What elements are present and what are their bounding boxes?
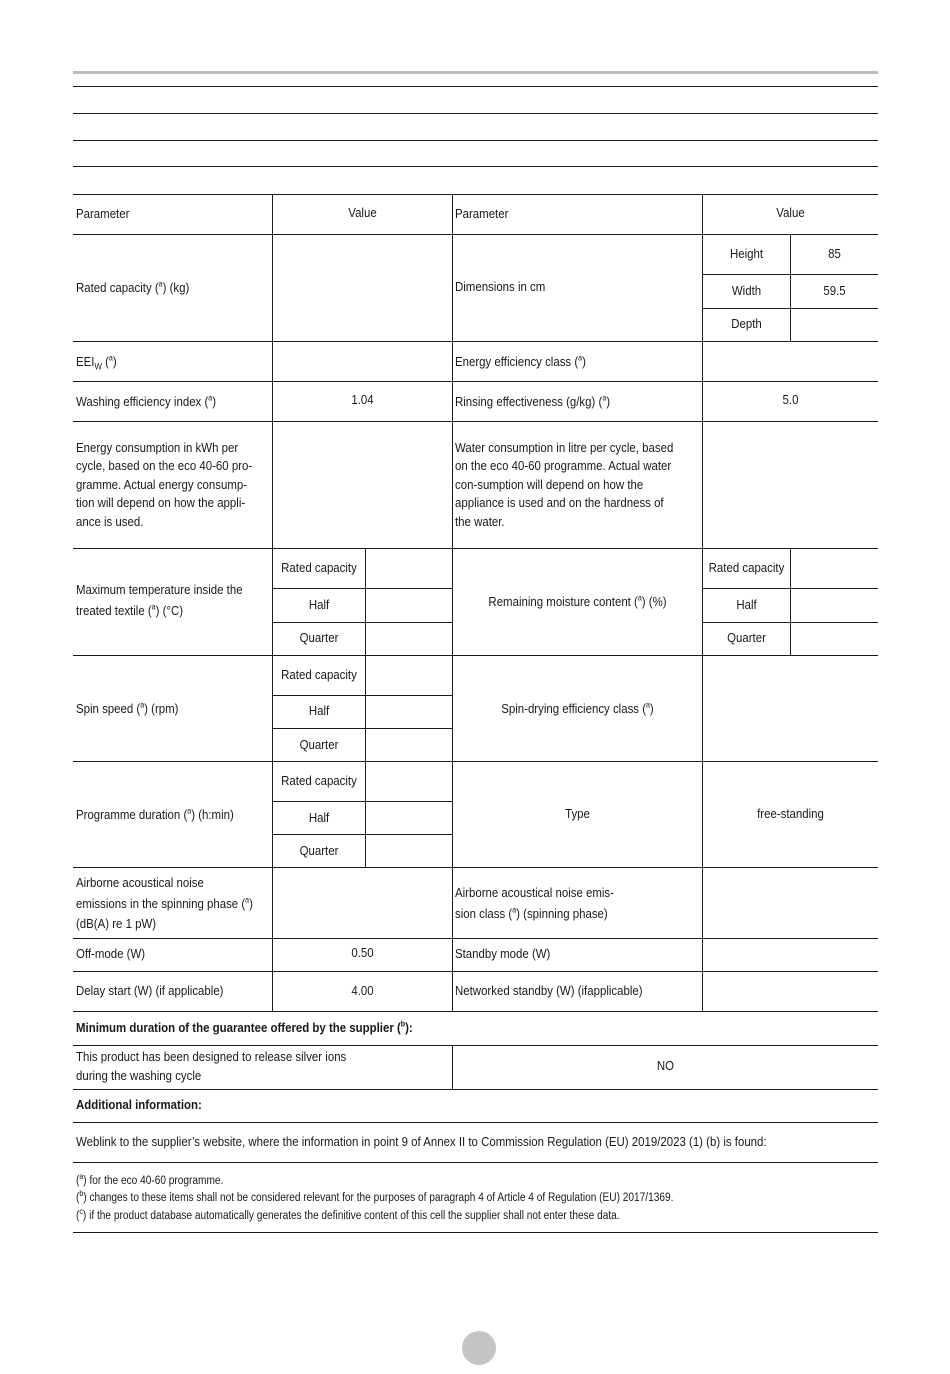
height-label: Height xyxy=(729,246,764,261)
depth-label: Depth xyxy=(731,316,762,331)
header-value-right: Value xyxy=(776,205,805,220)
spin-half: Half xyxy=(308,703,330,718)
networked-standby-label: Networked standby (W) (ifapplicable) xyxy=(455,983,643,998)
moisture-rated-capacity: Rated capacity xyxy=(708,560,785,575)
additional-info-label: Additional information: xyxy=(76,1097,202,1112)
moisture-quarter: Quarter xyxy=(727,630,766,645)
max-temp-quarter: Quarter xyxy=(299,630,339,645)
spin-rated-capacity: Rated capacity xyxy=(281,667,357,682)
duration-quarter: Quarter xyxy=(299,843,339,858)
weblink-label: Weblink to the supplier’s website, where the information in point 9 of Annex II to Commission Regulation (EU) 2019/2023 (1) (b) is found: xyxy=(76,1134,767,1149)
delay-start-value: 4.00 xyxy=(351,983,374,998)
guarantee-label: Minimum duration of the guarantee offered by the supplier ($^b$): xyxy=(76,1019,413,1035)
rated-capacity-label: Rated capacity ($^a$) (kg) xyxy=(76,279,190,295)
washing-index-value: 1.04 xyxy=(351,392,374,407)
top-thick-rule xyxy=(73,71,878,74)
type-label: Type xyxy=(565,806,590,821)
max-temp-rated-capacity: Rated capacity xyxy=(281,560,357,575)
moisture-label: Remaining moisture content ($^a$) (%) xyxy=(488,593,667,609)
width-value: 59.5 xyxy=(823,283,846,298)
top-rule-3 xyxy=(73,140,878,141)
silver-ions-value: NO xyxy=(656,1058,675,1073)
washing-index-label: Washing efficiency index ($^a$) xyxy=(76,393,217,409)
rinsing-value: 5.0 xyxy=(782,392,799,407)
footnote-c: ($^c$) if the product database automatically generates the definitive content of this cell the supplier shall not enter these data. xyxy=(76,1207,620,1222)
width-label: Width xyxy=(731,283,762,298)
spin-quarter: Quarter xyxy=(299,737,339,752)
footnote-a: ($^a$) for the eco 40-60 programme. xyxy=(76,1172,224,1187)
spin-class-label: Spin-drying efficiency class ($^a$) xyxy=(501,700,654,716)
duration-half: Half xyxy=(308,810,330,825)
delay-start-label: Delay start (W) (if applicable) xyxy=(76,983,224,998)
header-parameter-right: Parameter xyxy=(455,206,509,221)
type-value: free-standing xyxy=(757,806,824,821)
header-parameter-left: Parameter xyxy=(76,206,130,221)
duration-label: Programme duration ($^a$) (h:min) xyxy=(76,806,234,822)
page-number-circle xyxy=(462,1331,496,1365)
eei-label: $EEI_W$ ($^a$) xyxy=(76,353,117,372)
top-rule-4 xyxy=(73,166,878,167)
top-rule-2 xyxy=(73,113,878,114)
top-rule-1 xyxy=(73,86,878,87)
duration-rated-capacity: Rated capacity xyxy=(281,773,357,788)
footnote-b: ($^b$) changes to these items shall not be considered relevant for the purposes of paragraph 4 of Article 4 of Regulation (EU) 2017/1369. xyxy=(76,1189,674,1204)
off-mode-value: 0.50 xyxy=(351,945,374,960)
rinsing-label: Rinsing effectiveness (g/kg) ($^a$) xyxy=(455,393,611,409)
dimensions-label: Dimensions in cm xyxy=(455,279,546,294)
off-mode-label: Off-mode (W) xyxy=(76,946,146,961)
header-value-left: Value xyxy=(348,205,377,220)
standby-label: Standby mode (W) xyxy=(455,946,551,961)
energy-class-label: Energy efficiency class ($^a$) xyxy=(455,353,586,369)
max-temp-half: Half xyxy=(308,597,330,612)
spin-speed-label: Spin speed ($^a$) (rpm) xyxy=(76,700,179,716)
height-value: 85 xyxy=(828,246,841,261)
moisture-half: Half xyxy=(736,597,757,612)
